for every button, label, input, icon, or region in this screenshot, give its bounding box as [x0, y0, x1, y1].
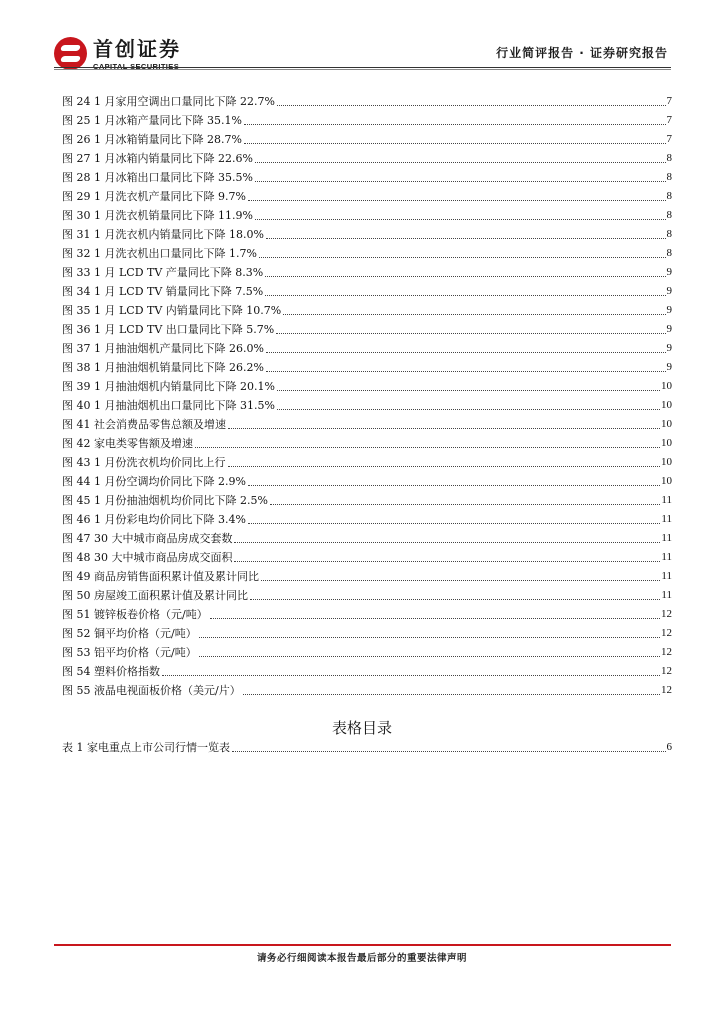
toc-entry[interactable]	[62, 339, 672, 358]
toc-entry[interactable]	[62, 510, 672, 529]
toc-dot-leader	[277, 104, 666, 106]
toc-entry[interactable]	[62, 605, 672, 624]
toc-dot-leader	[195, 446, 660, 448]
toc-dot-leader	[243, 693, 660, 695]
toc-entry-page-number[interactable]: 12	[661, 665, 672, 677]
toc-entry[interactable]	[62, 643, 672, 662]
toc-entry-label[interactable]: 图 28 1 月冰箱出口量同比下降 35.5%	[62, 171, 253, 184]
toc-dot-leader	[162, 674, 660, 676]
toc-entry-label[interactable]: 图 47 30 大中城市商品房成交套数	[62, 532, 233, 545]
toc-entry-label[interactable]: 图 25 1 月冰箱产量同比下降 35.1%	[62, 114, 242, 127]
toc-dot-leader	[199, 636, 660, 638]
toc-entry-page-number[interactable]: 11	[661, 494, 672, 506]
toc-entry-label[interactable]: 图 36 1 月 LCD TV 出口量同比下降 5.7%	[62, 323, 275, 336]
toc-dot-leader	[255, 180, 666, 182]
capital-securities-logo-icon	[54, 37, 87, 70]
footer-divider	[54, 944, 671, 946]
toc-entry-label[interactable]: 图 50 房屋竣工面积累计值及累计同比	[62, 589, 248, 602]
toc-entry-label[interactable]: 图 54 塑料价格指数	[62, 665, 160, 678]
toc-entry-page-number[interactable]: 8	[666, 209, 672, 221]
toc-dot-leader	[283, 313, 665, 315]
toc-entry[interactable]	[62, 130, 672, 149]
toc-dot-leader	[277, 389, 660, 391]
toc-entry-page-number[interactable]: 11	[661, 513, 672, 525]
toc-dot-leader	[261, 579, 660, 581]
toc-entry[interactable]	[62, 434, 672, 453]
toc-entry-label[interactable]: 图 26 1 月冰箱销量同比下降 28.7%	[62, 133, 242, 146]
toc-dot-leader	[234, 560, 660, 562]
page-header	[0, 0, 724, 80]
toc-entry-label[interactable]: 图 35 1 月 LCD TV 内销量同比下降 10.7%	[62, 304, 282, 317]
toc-entry-page-number[interactable]: 9	[666, 285, 672, 297]
toc-entry-label[interactable]: 图 33 1 月 LCD TV 产量同比下降 8.3%	[62, 266, 264, 279]
toc-entry[interactable]	[62, 624, 672, 643]
toc-dot-leader	[265, 275, 665, 277]
toc-entry-label[interactable]: 图 45 1 月份抽油烟机均价同比下降 2.5%	[62, 494, 268, 507]
toc-entry-page-number[interactable]: 6	[666, 741, 672, 753]
toc-entry-page-number[interactable]: 9	[666, 342, 672, 354]
report-type-label: 行业简评报告 · 证券研究报告	[496, 46, 668, 60]
toc-entry-label[interactable]: 图 48 30 大中城市商品房成交面积	[62, 551, 233, 564]
toc-entry-label[interactable]: 图 30 1 月洗衣机销量同比下降 11.9%	[62, 209, 253, 222]
toc-entry[interactable]	[62, 472, 672, 491]
toc-dot-leader	[266, 351, 666, 353]
toc-entry-page-number[interactable]: 8	[666, 152, 672, 164]
toc-entry[interactable]	[62, 491, 672, 510]
toc-entry-page-number[interactable]: 10	[661, 456, 672, 468]
toc-entry-page-number[interactable]: 12	[661, 646, 672, 658]
toc-entry-page-number[interactable]: 9	[666, 266, 672, 278]
toc-entry[interactable]	[62, 225, 672, 244]
toc-entry[interactable]	[62, 92, 672, 111]
toc-entry-page-number[interactable]: 8	[666, 228, 672, 240]
toc-entry-label[interactable]: 图 42 家电类零售额及增速	[62, 437, 193, 450]
toc-entry[interactable]	[62, 263, 672, 282]
figures-toc-list	[62, 92, 672, 700]
toc-entry[interactable]	[62, 662, 672, 681]
toc-dot-leader	[234, 541, 660, 543]
toc-entry-page-number[interactable]: 8	[666, 171, 672, 183]
toc-entry[interactable]	[62, 187, 672, 206]
tables-toc-list	[62, 738, 672, 757]
toc-entry-page-number[interactable]: 10	[661, 380, 672, 392]
toc-entry-label[interactable]: 图 52 铜平均价格（元/吨）	[62, 627, 197, 640]
toc-entry[interactable]	[62, 244, 672, 263]
toc-entry[interactable]	[62, 301, 672, 320]
toc-dot-leader	[255, 218, 666, 220]
toc-entry-page-number[interactable]: 8	[666, 190, 672, 202]
toc-entry-page-number[interactable]: 10	[661, 475, 672, 487]
toc-entry[interactable]	[62, 111, 672, 130]
toc-entry[interactable]	[62, 586, 672, 605]
toc-entry-page-number[interactable]: 10	[661, 399, 672, 411]
toc-dot-leader	[248, 484, 660, 486]
toc-dot-leader	[244, 123, 666, 125]
toc-entry[interactable]	[62, 738, 672, 757]
toc-dot-leader	[255, 161, 666, 163]
toc-entry-page-number[interactable]: 7	[666, 114, 672, 126]
toc-dot-leader	[259, 256, 666, 258]
header-divider-thin	[54, 69, 671, 70]
toc-entry-page-number[interactable]: 9	[666, 304, 672, 316]
toc-dot-leader	[270, 503, 660, 505]
toc-entry-page-number[interactable]: 10	[661, 437, 672, 449]
toc-entry[interactable]	[62, 567, 672, 586]
toc-entry-label[interactable]: 图 51 镀锌板卷价格（元/吨）	[62, 608, 208, 621]
toc-entry-label[interactable]: 图 32 1 月洗衣机出口量同比下降 1.7%	[62, 247, 257, 260]
toc-entry-label[interactable]: 图 40 1 月抽油烟机出口量同比下降 31.5%	[62, 399, 275, 412]
toc-entry-label[interactable]: 表 1 家电重点上市公司行情一览表	[62, 741, 230, 754]
toc-entry-page-number[interactable]: 8	[666, 247, 672, 259]
toc-dot-leader	[232, 750, 666, 752]
toc-entry-page-number[interactable]: 12	[661, 684, 672, 696]
toc-dot-leader	[228, 427, 660, 429]
toc-entry-page-number[interactable]: 12	[661, 608, 672, 620]
toc-entry-label[interactable]: 图 46 1 月份彩电均价同比下降 3.4%	[62, 513, 246, 526]
toc-entry-page-number[interactable]: 7	[666, 95, 672, 107]
toc-dot-leader	[265, 294, 665, 296]
toc-entry[interactable]	[62, 529, 672, 548]
toc-entry[interactable]	[62, 548, 672, 567]
toc-entry-label[interactable]: 图 55 液晶电视面板价格（美元/片）	[62, 684, 241, 697]
footer-disclaimer: 请务必行细阅读本报告最后部分的重要法律声明	[256, 953, 467, 964]
toc-entry[interactable]	[62, 206, 672, 225]
toc-entry[interactable]	[62, 282, 672, 301]
toc-entry-label[interactable]: 图 53 铝平均价格（元/吨）	[62, 646, 197, 659]
toc-entry[interactable]	[62, 377, 672, 396]
toc-entry[interactable]	[62, 149, 672, 168]
toc-entry-page-number[interactable]: 10	[661, 418, 672, 430]
toc-entry-page-number[interactable]: 12	[661, 627, 672, 639]
toc-entry-label[interactable]: 图 43 1 月份洗衣机均价同比上行	[62, 456, 226, 469]
toc-entry-page-number[interactable]: 11	[661, 551, 672, 563]
toc-entry-label[interactable]: 图 27 1 月冰箱内销量同比下降 22.6%	[62, 152, 253, 165]
toc-dot-leader	[248, 199, 666, 201]
toc-entry-page-number[interactable]: 11	[661, 589, 672, 601]
toc-entry[interactable]	[62, 453, 672, 472]
tables-toc-title: 表格目录	[331, 719, 392, 737]
toc-entry-page-number[interactable]: 11	[661, 570, 672, 582]
toc-dot-leader	[266, 237, 666, 239]
toc-entry-label[interactable]: 图 44 1 月份空调均价同比下降 2.9%	[62, 475, 246, 488]
toc-entry-page-number[interactable]: 9	[666, 361, 672, 373]
toc-entry[interactable]	[62, 358, 672, 377]
toc-entry-label[interactable]: 图 49 商品房销售面积累计值及累计同比	[62, 570, 259, 583]
toc-entry-label[interactable]: 图 34 1 月 LCD TV 销量同比下降 7.5%	[62, 285, 264, 298]
toc-entry-label[interactable]: 图 37 1 月抽油烟机产量同比下降 26.0%	[62, 342, 264, 355]
toc-entry[interactable]	[62, 681, 672, 700]
toc-entry-label[interactable]: 图 31 1 月洗衣机内销量同比下降 18.0%	[62, 228, 264, 241]
toc-entry-label[interactable]: 图 39 1 月抽油烟机内销量同比下降 20.1%	[62, 380, 275, 393]
toc-entry[interactable]	[62, 168, 672, 187]
toc-dot-leader	[276, 332, 665, 334]
toc-dot-leader	[244, 142, 666, 144]
toc-entry-label[interactable]: 图 41 社会消费品零售总额及增速	[62, 418, 226, 431]
toc-dot-leader	[228, 465, 661, 467]
toc-dot-leader	[250, 598, 660, 600]
toc-dot-leader	[210, 617, 660, 619]
toc-dot-leader	[266, 370, 666, 372]
toc-entry-label[interactable]: 图 38 1 月抽油烟机销量同比下降 26.2%	[62, 361, 264, 374]
toc-dot-leader	[277, 408, 660, 410]
toc-entry-page-number[interactable]: 9	[666, 323, 672, 335]
logo-chinese-name: 首创证券	[93, 37, 181, 61]
toc-dot-leader	[248, 522, 660, 524]
toc-entry[interactable]	[62, 320, 672, 339]
toc-entry-label[interactable]: 图 29 1 月洗衣机产量同比下降 9.7%	[62, 190, 246, 203]
toc-dot-leader	[199, 655, 660, 657]
toc-entry-page-number[interactable]: 11	[661, 532, 672, 544]
toc-entry-label[interactable]: 图 24 1 月家用空调出口量同比下降 22.7%	[62, 95, 275, 108]
toc-entry-page-number[interactable]: 7	[666, 133, 672, 145]
toc-entry[interactable]	[62, 396, 672, 415]
toc-entry[interactable]	[62, 415, 672, 434]
header-divider	[54, 67, 671, 68]
